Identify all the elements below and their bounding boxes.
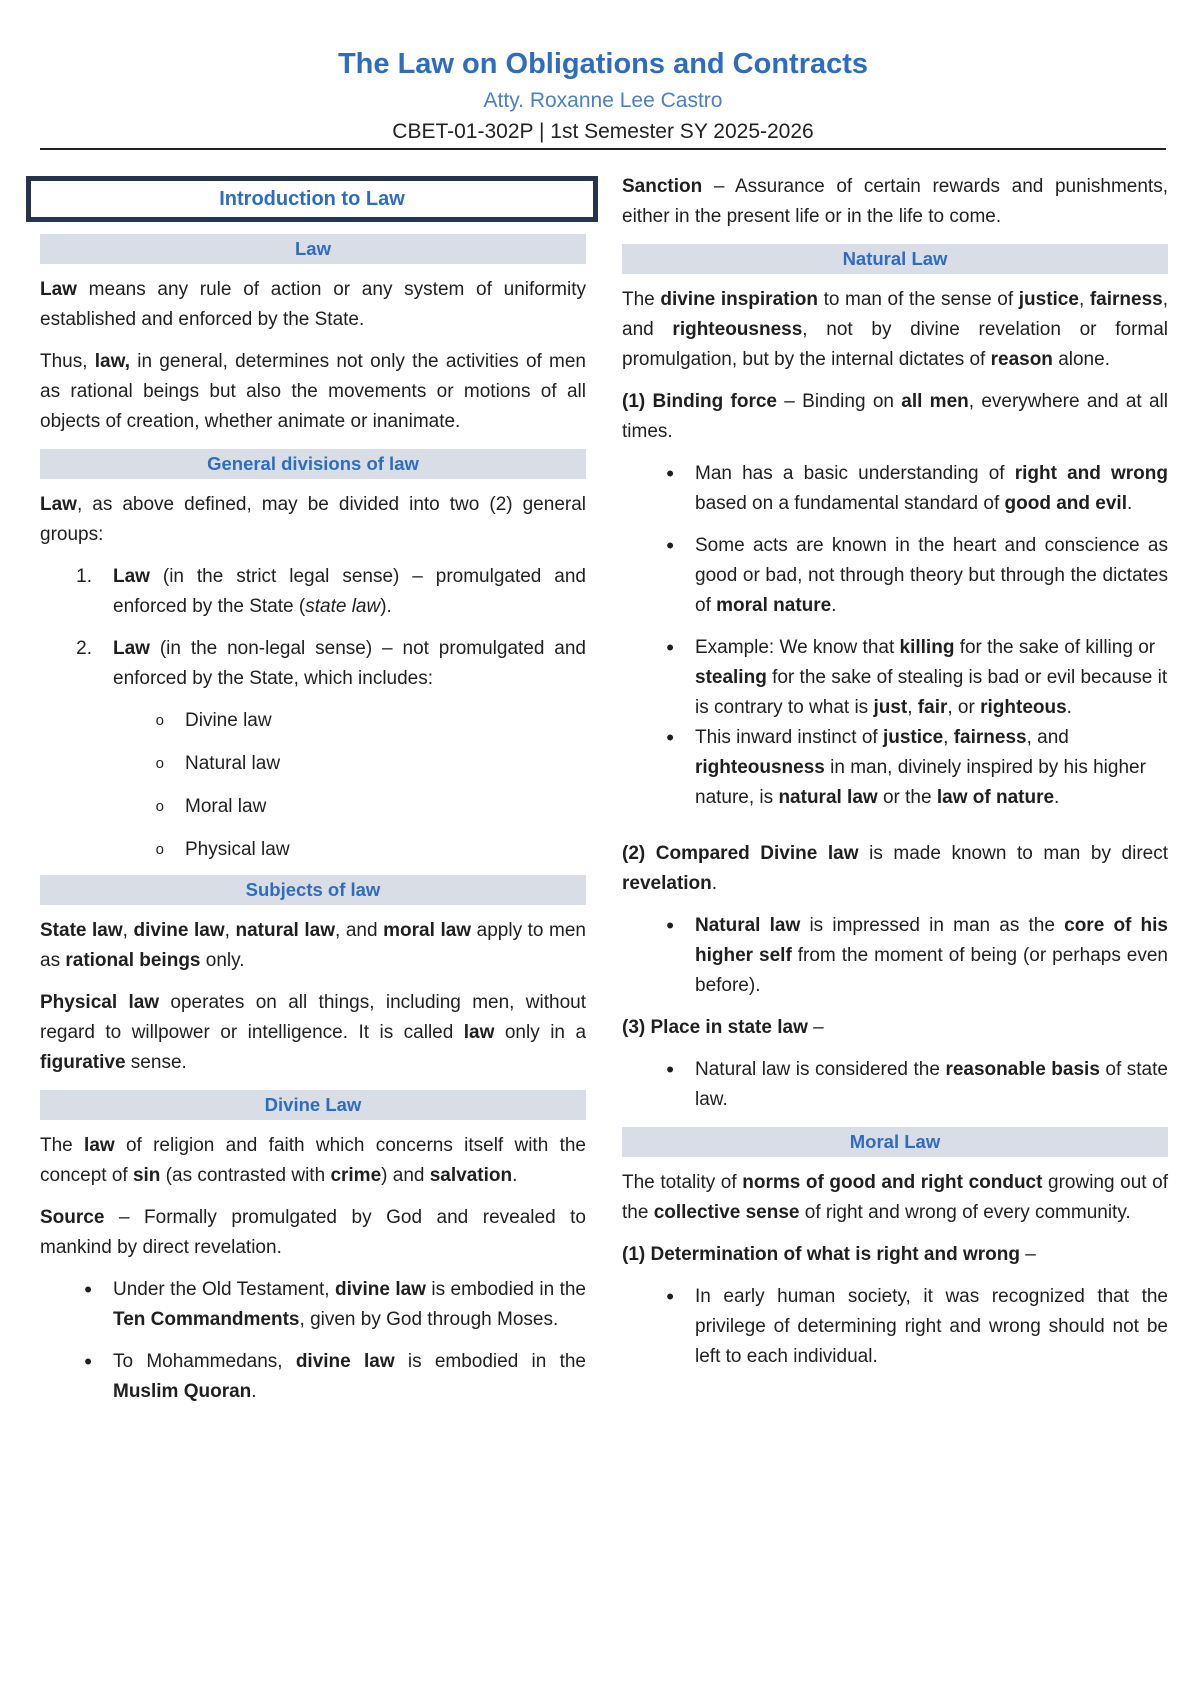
section-heading-law: Law — [40, 234, 586, 264]
paragraph-compared-divine-law: (2) Compared Divine law is made known to man by direct revelation. — [622, 843, 1168, 894]
paragraph-sanction: Sanction – Assurance of certain rewards and punishments, either in the present life or in the life to come. — [622, 176, 1168, 227]
list-item: • Example: We know that killing for the sake of killing or stealing for the sake of stealing is bad or evil because it is contrary to what is just, fair, or righteous. — [666, 635, 1168, 718]
paragraph-law-definition: Law means any rule of action or any system of uniformity established and enforced by the State. — [40, 279, 586, 330]
course-info: CBET-01-302P | 1st Semester SY 2025-2026 — [392, 120, 814, 143]
right-column — [622, 172, 1168, 1384]
sub-list-item: o Moral law — [155, 796, 267, 817]
document-title: The Law on Obligations and Contracts — [337, 48, 869, 80]
paragraph-moral-law: The totality of norms of good and right conduct growing out of the collective sense of right and wrong of every community. — [622, 1172, 1168, 1223]
list-item: • Man has a basic understanding of right and wrong based on a fundamental standard of good and evil. — [666, 461, 1168, 514]
divine-law-bullets — [40, 1275, 586, 1407]
paragraph-subjects: State law, divine law, natural law, and moral law apply to men as rational beings only. — [40, 920, 587, 971]
document-header — [40, 36, 1166, 148]
section-heading-natural-law: Natural Law — [622, 244, 1168, 274]
spacer — [622, 825, 1168, 839]
paragraph-divisions-intro: Law, as above defined, may be divided into two (2) general groups: — [40, 494, 586, 545]
sub-list-item: o Natural law — [155, 753, 281, 774]
paragraph-divine-law: The law of religion and faith which concerns itself with the concept of sin (as contrasted with crime) and salvation. — [40, 1135, 586, 1186]
paragraph-physical-law: Physical law operates on all things, including men, without regard to willpower or intelligence. It is called law only in a figurative sense. — [40, 992, 587, 1073]
list-item: • Some acts are known in the heart and conscience as good or bad, not through theory but through the dictates of moral nature. — [666, 533, 1168, 616]
left-column — [40, 172, 586, 1419]
place-bullets — [622, 1055, 1168, 1115]
section-heading-divine-law: Divine Law — [40, 1090, 586, 1120]
determination-bullets — [622, 1282, 1168, 1372]
divisions-list — [40, 562, 586, 865]
list-item: 2. Law (in the non-legal sense) – not promulgated and enforced by the State, which includes: — [76, 638, 586, 689]
paragraph-law-general: Thus, law, in general, determines not only the activities of men as rational beings but also the movements or motions of all objects of creation, whether animate or inanimate. — [40, 351, 586, 432]
paragraph-natural-law: The divine inspiration to man of the sense of justice, fairness, and righteousness, not by divine revelation or formal promulgation, but by the internal dictates of reason alone. — [622, 289, 1169, 370]
document-author: Atty. Roxanne Lee Castro — [483, 89, 723, 112]
list-item: • To Mohammedans, divine law is embodied in the Muslim Quoran. — [84, 1349, 586, 1402]
paragraph-place-in-state-law: (3) Place in state law – — [622, 1017, 824, 1038]
sub-list-item: o Physical law — [155, 839, 290, 860]
list-item: • This inward instinct of justice, fairness, and righteousness in man, divinely inspired by his higher nature, is natural law or the law of nature. — [666, 725, 1146, 808]
list-item: 1. Law (in the strict legal sense) – promulgated and enforced by the State (state law). — [76, 566, 586, 617]
paragraph-binding-force: (1) Binding force – Binding on all men, everywhere and at all times. — [622, 391, 1168, 442]
binding-force-bullets — [622, 459, 1168, 813]
list-item: • Natural law is impressed in man as the core of his higher self from the moment of being (or perhaps even before). — [666, 913, 1169, 996]
section-heading-moral-law: Moral Law — [622, 1127, 1168, 1157]
list-item: • Natural law is considered the reasonable basis of state law. — [666, 1057, 1168, 1110]
list-item: • In early human society, it was recognized that the privilege of determining right and wrong should not be left to each individual. — [666, 1284, 1168, 1367]
paragraph-divine-source: Source – Formally promulgated by God and revealed to mankind by direct revelation. — [40, 1207, 586, 1258]
section-box-introduction: Introduction to Law — [26, 176, 598, 222]
compared-bullets — [622, 911, 1168, 1001]
paragraph-determination: (1) Determination of what is right and wrong – — [622, 1244, 1036, 1265]
header-divider — [40, 148, 1166, 150]
section-heading-subjects-of-law: Subjects of law — [40, 875, 586, 905]
list-item: • Under the Old Testament, divine law is embodied in the Ten Commandments, given by God through Moses. — [84, 1277, 586, 1330]
section-heading-general-divisions: General divisions of law — [40, 449, 586, 479]
sub-list-item: o Divine law — [155, 710, 272, 731]
